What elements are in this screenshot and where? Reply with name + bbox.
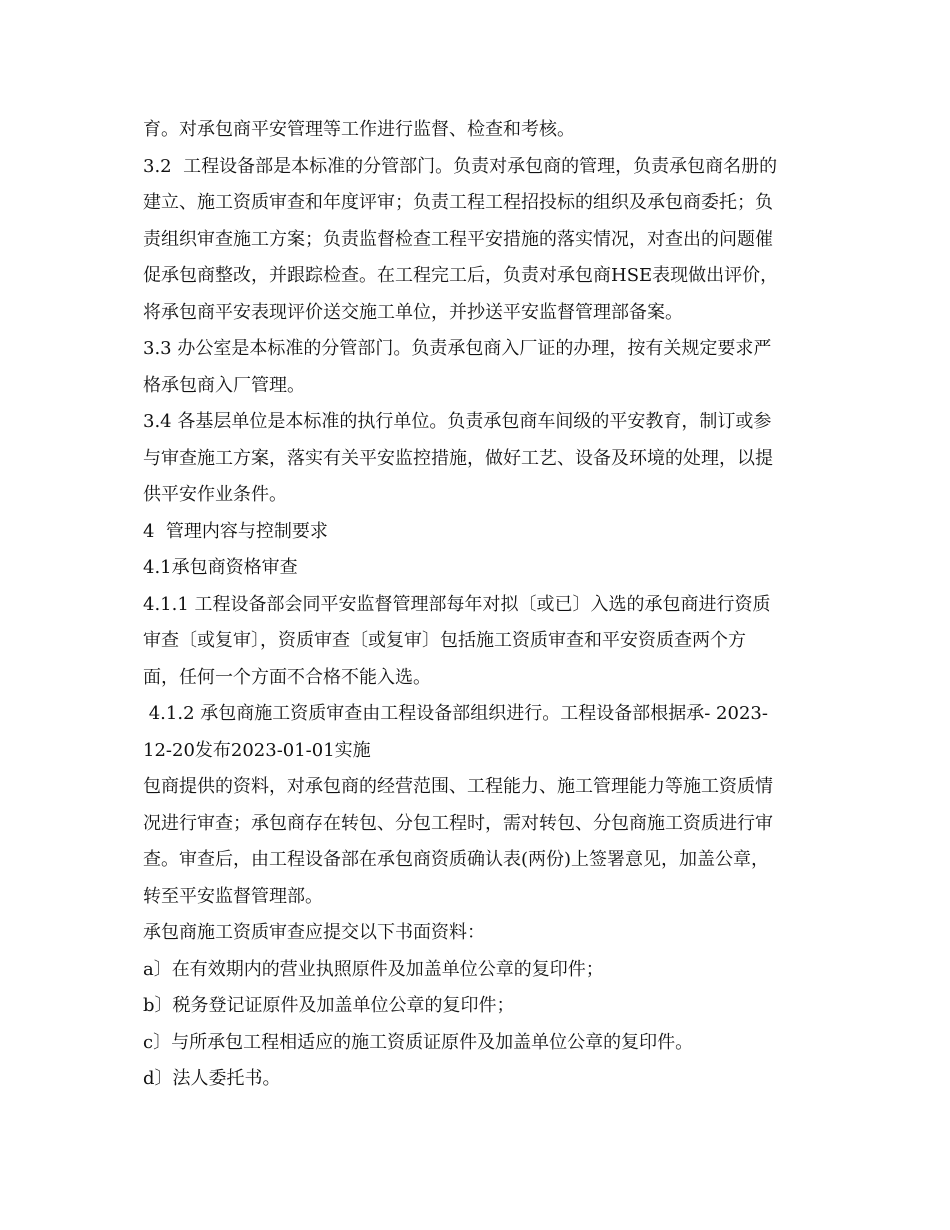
text-line: 承包商施工资质审查应提交以下书面资料：	[143, 922, 485, 943]
text-line: 转至平安监督管理部。	[143, 885, 323, 907]
list-item-a: a〕在有效期内的营业执照原件及加盖单位公章的复印件；	[143, 958, 604, 980]
list-item-b: b〕税务登记证原件及加盖单位公章的复印件；	[143, 995, 515, 1016]
section-4-heading: 4 管理内容与控制要求	[143, 520, 328, 542]
section-3-4-line: 3.4 各基层单位是本标准的执行单位。负责承包商车间级的平安教育，制订或参	[143, 411, 772, 432]
text-line: 况进行审查；承包商存在转包、分包工程时，需对转包、分包商施工资质进行审	[143, 812, 773, 834]
text-line: 责组织审查施工方案；负责监督检查工程平安措施的落实情况，对查出的问题催	[143, 228, 773, 250]
text-line: 育。对承包商平安管理等工作进行监督、检查和考核。	[143, 119, 575, 140]
date-line: 12-20发布2023-01-01实施	[143, 739, 371, 761]
section-4-1-1-line: 4.1.1 工程设备部会同平安监督管理部每年对拟〔或已〕入选的承包商进行资质	[143, 593, 771, 615]
text-line: 审查〔或复审〕，资质审查〔或复审〕包括施工资质审查和平安资质查两个方	[143, 630, 746, 651]
text-line: 供平安作业条件。	[143, 484, 287, 505]
section-4-1-heading: 4.1承包商资格审查	[143, 557, 298, 578]
list-item-d: d〕法人委托书。	[143, 1068, 281, 1089]
text-line: 包商提供的资料，对承包商的经营范围、工程能力、施工管理能力等施工资质情	[143, 776, 773, 797]
text-line: 与审查施工方案，落实有关平安监控措施，做好工艺、设备及环境的处理，以提	[143, 447, 773, 469]
text-line: 查。审查后，由工程设备部在承包商资质确认表(两份)上签署意见，加盖公章，	[143, 849, 770, 870]
text-line: 将承包商平安表现评价送交施工单位，并抄送平安监督管理部备案。	[143, 301, 683, 323]
section-3-3-line: 3.3 办公室是本标准的分管部门。负责承包商入厂证的办理，按有关规定要求严	[143, 338, 772, 359]
list-item-c: c〕与所承包工程相适应的施工资质证原件及加盖单位公章的复印件。	[143, 1031, 694, 1053]
text-line: 面，任何一个方面不合格不能入选。	[143, 666, 431, 688]
section-4-1-2-line: 4.1.2 承包商施工资质审查由工程设备部组织进行。工程设备部根据承- 2023-	[143, 703, 768, 724]
text-line: 格承包商入厂管理。	[143, 374, 305, 396]
text-line: 建立、施工资质审查和年度评审；负责工程工程招投标的组织及承包商委托；负	[143, 192, 773, 213]
text-line: 促承包商整改，并跟踪检查。在工程完工后，负责对承包商HSE表现做出评价，	[143, 265, 779, 286]
document-body	[143, 112, 808, 1098]
section-3-2-line: 3.2 工程设备部是本标准的分管部门。负责对承包商的管理，负责承包商名册的	[143, 155, 778, 177]
